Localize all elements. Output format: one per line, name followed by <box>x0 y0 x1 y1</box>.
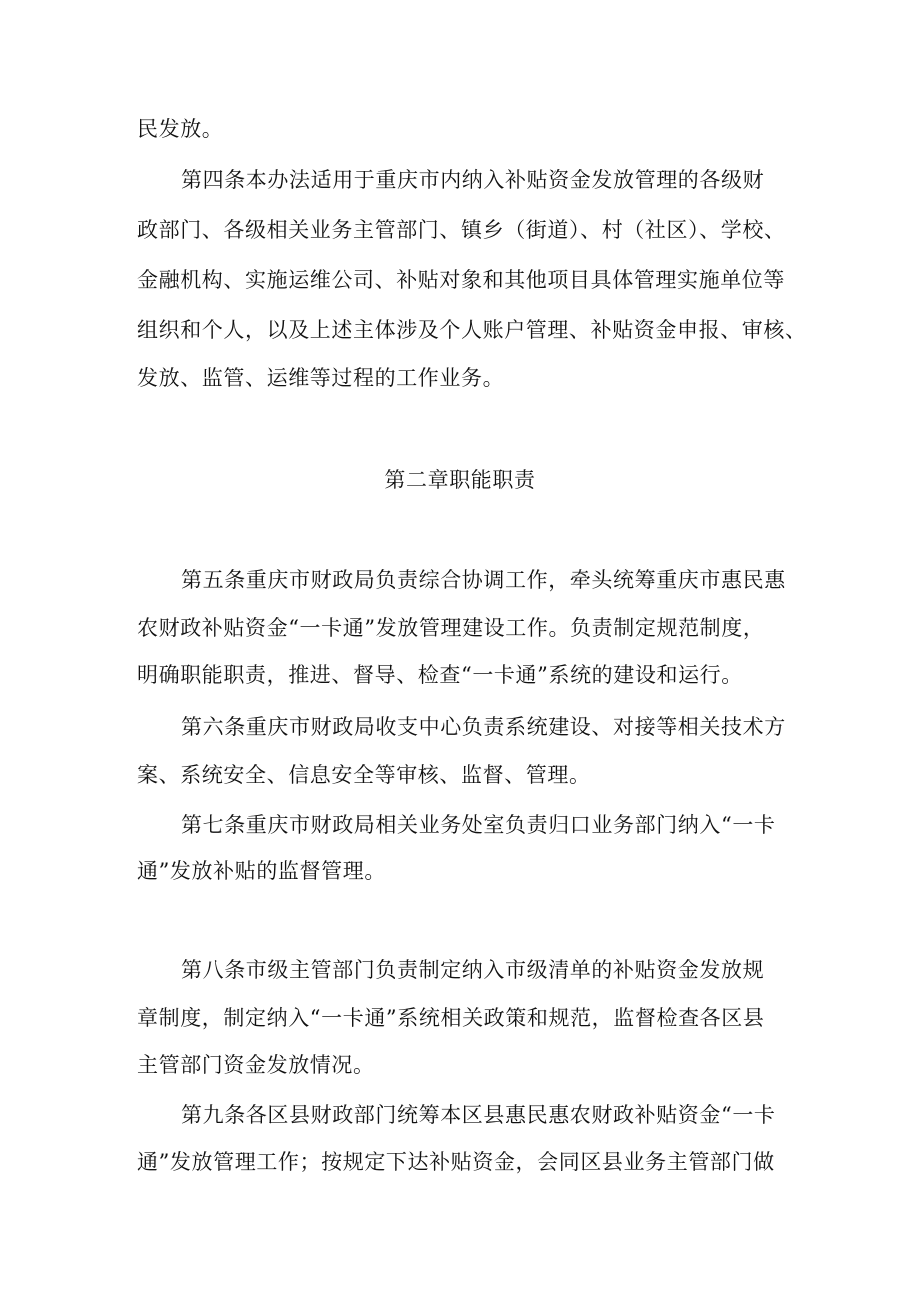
chapter-heading: 第二章职能职责 <box>384 468 536 492</box>
article-8-line: 第八条市级主管部门负责制定纳入市级清单的补贴资金发放规 <box>181 958 765 982</box>
article-5-line: 农财政补贴资金“一卡通”发放管理建设工作。负责制定规范制度， <box>137 616 765 640</box>
article-9-line: 第九条各区县财政部门统筹本区县惠民惠农财政补贴资金“一卡 <box>181 1103 776 1127</box>
article-4-line: 第四条本办法适用于重庆市内纳入补贴资金发放管理的各级财 <box>181 168 765 192</box>
article-6-line: 第六条重庆市财政局收支中心负责系统建设、对接等相关技术方 <box>181 715 786 739</box>
article-5-line: 明确职能职责，推进、督导、检查“一卡通”系统的建设和运行。 <box>137 663 743 687</box>
article-8-line: 主管部门资金发放情况。 <box>137 1053 375 1077</box>
article-4-line: 发放、监管、运维等过程的工作业务。 <box>137 366 505 390</box>
article-7-line: 通”发放补贴的监督管理。 <box>137 859 386 883</box>
article-6-line: 案、系统安全、信息安全等审核、监督、管理。 <box>137 763 591 787</box>
article-5-line: 第五条重庆市财政局负责综合协调工作，牵头统筹重庆市惠民惠 <box>181 568 786 592</box>
paragraph-line: 民发放。 <box>137 117 224 141</box>
article-7-line: 第七条重庆市财政局相关业务处室负责归口业务部门纳入“一卡 <box>181 813 776 837</box>
article-9-line: 通”发放管理工作；按规定下达补贴资金，会同区县业务主管部门做 <box>137 1150 775 1174</box>
article-4-line: 政部门、各级相关业务主管部门、镇乡（街道）、村（社区）、学校、 <box>137 218 786 242</box>
article-4-line: 组织和个人，以及上述主体涉及个人账户管理、补贴资金申报、审核、 <box>137 318 807 342</box>
article-8-line: 章制度，制定纳入“一卡通”系统相关政策和规范，监督检查各区县 <box>137 1006 765 1030</box>
article-4-line: 金融机构、实施运维公司、补贴对象和其他项目具体管理实施单位等 <box>137 268 785 292</box>
